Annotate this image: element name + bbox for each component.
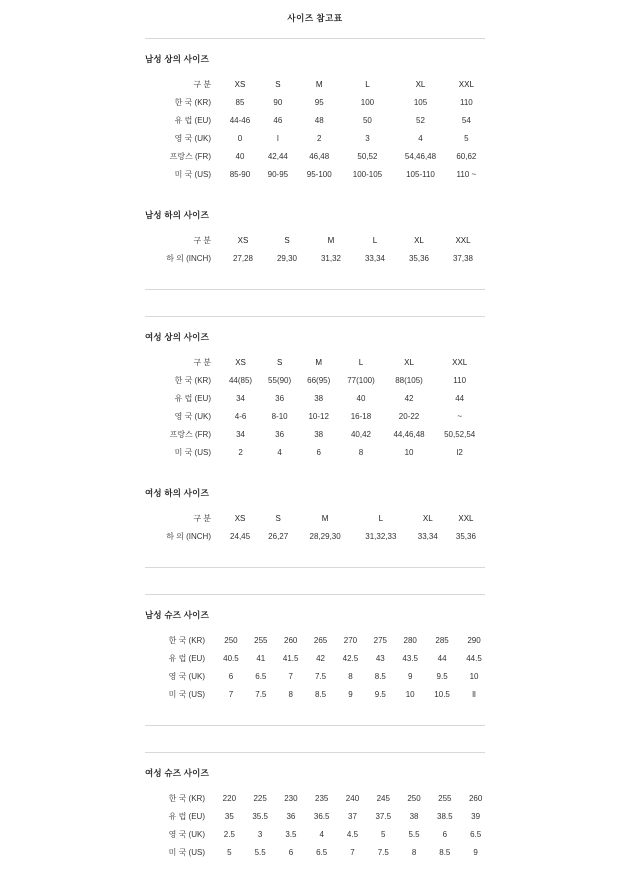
cell: 16-18 <box>350 411 372 421</box>
table-row <box>145 843 490 861</box>
cell: 285 <box>435 635 449 645</box>
cell: 66(95) <box>307 375 331 385</box>
cell: 3 <box>365 133 370 143</box>
cell: 38 <box>314 429 324 439</box>
column-header: S <box>275 79 281 89</box>
cell: 27,28 <box>232 253 254 263</box>
block-title-men-shoes: 남성 슈즈 사이즈 <box>145 610 210 620</box>
table-row <box>145 93 485 111</box>
cell: 36 <box>286 811 296 821</box>
cell: 85 <box>235 97 245 107</box>
page-title: 사이즈 참고표 <box>287 13 343 23</box>
table-header-row <box>145 353 485 371</box>
cell: 100-105 <box>352 169 383 179</box>
section-women-bottom <box>145 473 485 557</box>
row-label: 프랑스 (FR) <box>169 429 211 439</box>
cell: 9 <box>348 689 353 699</box>
cell: 7.5 <box>255 689 267 699</box>
cell: 0 <box>237 133 243 143</box>
row-label: 영 국 (UK) <box>168 829 205 839</box>
column-header: L <box>365 79 370 89</box>
table-header-row <box>145 75 485 93</box>
cell: 46 <box>273 115 283 125</box>
cell: 6 <box>442 829 448 839</box>
table-row <box>145 129 485 147</box>
block-title-men-bottom: 남성 하의 사이즈 <box>145 210 210 220</box>
cell: 33,34 <box>417 531 438 541</box>
row-label: 유 럽 (EU) <box>168 653 205 663</box>
cell: 44(85) <box>228 375 253 385</box>
cell: 42 <box>316 653 326 663</box>
cell: 34 <box>236 429 245 439</box>
column-header: S <box>284 235 290 245</box>
cell: 10 <box>469 671 479 681</box>
block-title-women-top: 여성 상의 사이즈 <box>145 332 210 342</box>
cell: 10 <box>405 689 415 699</box>
row-label: 한 국 (KR) <box>168 635 205 645</box>
cell: 31,32,33 <box>365 531 397 541</box>
cell: 26,27 <box>268 531 289 541</box>
cell: 5 <box>381 829 386 839</box>
cell: 7.5 <box>377 847 389 857</box>
cell: 10-12 <box>308 411 329 421</box>
cell: 8.5 <box>439 847 451 857</box>
cell: 110 <box>459 97 473 107</box>
cell: 40 <box>356 393 366 403</box>
table-women-shoes <box>145 789 490 861</box>
cell: 39 <box>471 811 481 821</box>
cell: 48 <box>314 115 324 125</box>
cell: 105-110 <box>406 169 435 179</box>
row-label: 프랑스 (FR) <box>169 151 211 161</box>
cell: 31,32 <box>320 253 342 263</box>
cell: 260 <box>468 793 483 803</box>
cell: 6 <box>288 847 294 857</box>
cell: 8 <box>348 671 353 681</box>
cell: 8 <box>288 689 293 699</box>
cell: 8.5 <box>374 671 386 681</box>
cell: 37.5 <box>375 811 392 821</box>
cell: 95 <box>314 97 324 107</box>
cell: 44-46 <box>229 115 251 125</box>
cell: 8.5 <box>315 689 327 699</box>
cell: 9 <box>407 671 413 681</box>
row-label: 미 국 (US) <box>174 447 211 457</box>
cell: 44.5 <box>466 653 482 663</box>
cell: 35.5 <box>252 811 268 821</box>
table-men-bottom <box>145 231 485 267</box>
cell: 100 <box>360 97 375 107</box>
cell: l2 <box>456 447 463 457</box>
table-women-bottom <box>145 509 485 545</box>
cell: 38 <box>409 811 419 821</box>
cell: 28,29,30 <box>309 531 341 541</box>
row-label: 영 국 (UK) <box>174 133 211 143</box>
cell: 24,45 <box>230 531 251 541</box>
cell: ~ <box>457 411 462 421</box>
cell: 52 <box>416 115 425 125</box>
row-label: 유 럽 (EU) <box>168 811 205 821</box>
cell: 90-95 <box>267 169 289 179</box>
row-label: 미 국 (US) <box>168 689 205 699</box>
cell: 5.5 <box>254 847 266 857</box>
cell: 9.5 <box>436 671 448 681</box>
cell: 5 <box>227 847 232 857</box>
cell: 4.5 <box>346 829 359 839</box>
cell: 7 <box>288 671 293 681</box>
row-label: 유 럽 (EU) <box>174 115 211 125</box>
cell: 2 <box>316 133 322 143</box>
row-label: 한 국 (KR) <box>174 97 211 107</box>
cell: 36 <box>275 429 285 439</box>
table-row <box>145 389 485 407</box>
cell: 37,38 <box>452 253 474 263</box>
cell: 9.5 <box>374 689 386 699</box>
table-men-top <box>145 75 485 183</box>
cell: 6.5 <box>316 847 328 857</box>
row-label: 한 국 (KR) <box>174 375 211 385</box>
cell: 38.5 <box>437 811 453 821</box>
cell: 40 <box>235 151 245 161</box>
cell: 55(90) <box>268 375 292 385</box>
column-header: XS <box>234 513 246 523</box>
cell: 4 <box>319 829 324 839</box>
row-label: 유 럽 (EU) <box>174 393 211 403</box>
cell: 8 <box>358 447 364 457</box>
cell: 20-22 <box>398 411 420 421</box>
cell: 290 <box>467 635 481 645</box>
column-header: L <box>358 357 364 367</box>
row-label: 미 국 (US) <box>174 169 211 179</box>
section-women-top <box>0 317 630 567</box>
cell: 44 <box>455 393 465 403</box>
column-header: XS <box>235 357 246 367</box>
cell: 230 <box>284 793 298 803</box>
block-title-women-shoes: 여성 슈즈 사이즈 <box>145 768 210 778</box>
cell: 37 <box>348 811 357 821</box>
column-header: S <box>276 357 283 367</box>
table-row <box>145 685 490 703</box>
column-header: XL <box>414 235 424 245</box>
column-header: XXL <box>458 513 474 523</box>
table-row <box>145 147 485 165</box>
table-header-row <box>145 509 485 527</box>
cell: 29,30 <box>276 253 298 263</box>
block-title-men-top: 남성 상의 사이즈 <box>145 54 210 64</box>
column-header: 구 분 <box>193 235 211 245</box>
cell: 8 <box>411 847 417 857</box>
cell: 8-10 <box>271 411 288 421</box>
cell: 220 <box>222 793 237 803</box>
table-row <box>145 371 485 389</box>
cell: 250 <box>407 793 421 803</box>
cell: 2 <box>238 447 243 457</box>
table-men-shoes <box>145 631 490 703</box>
cell: 35 <box>224 811 234 821</box>
table-women-top <box>145 353 485 461</box>
column-header: M <box>321 513 329 523</box>
cell: 3 <box>257 829 263 839</box>
cell: 41.5 <box>282 653 299 663</box>
cell: 235 <box>315 793 329 803</box>
column-header: M <box>315 357 323 367</box>
cell: 34 <box>236 393 245 403</box>
cell: 36.5 <box>313 811 330 821</box>
table-row <box>145 425 485 443</box>
column-header: XL <box>415 79 426 89</box>
cell: 40,42 <box>350 429 371 439</box>
cell: 105 <box>413 97 428 107</box>
cell: 110 ~ <box>456 169 477 179</box>
cell: 50 <box>362 115 372 125</box>
section-men-bottom <box>145 195 485 279</box>
cell: 4 <box>418 133 423 143</box>
cell: 6 <box>228 671 234 681</box>
column-header: M <box>327 235 335 245</box>
cell: 6 <box>316 447 321 457</box>
cell: 43 <box>375 653 385 663</box>
cell: 43.5 <box>402 653 418 663</box>
cell: 265 <box>313 635 328 645</box>
cell: 260 <box>284 635 298 645</box>
cell: 4 <box>277 447 282 457</box>
cell: 36 <box>275 393 285 403</box>
cell: 6.5 <box>255 671 267 681</box>
column-header: XS <box>237 235 249 245</box>
cell: 3.5 <box>285 829 297 839</box>
table-header-row <box>145 231 485 249</box>
row-label: 영 국 (UK) <box>174 411 211 421</box>
column-header: XXL <box>458 79 474 89</box>
cell: 4-6 <box>234 411 247 421</box>
table-row <box>145 667 490 685</box>
cell: 10 <box>404 447 414 457</box>
cell: 2.5 <box>223 829 235 839</box>
column-header: 구 분 <box>193 357 211 367</box>
cell: 35,36 <box>455 531 476 541</box>
column-header: XL <box>422 513 433 523</box>
cell: 7.5 <box>315 671 327 681</box>
section-men-shoes <box>0 595 630 725</box>
cell: 250 <box>224 635 238 645</box>
cell: 41 <box>256 653 266 663</box>
cell: 35,36 <box>408 253 430 263</box>
column-header: XXL <box>452 357 468 367</box>
cell: 245 <box>376 793 390 803</box>
cell: 95-100 <box>306 169 332 179</box>
cell: 255 <box>438 793 452 803</box>
column-header: XL <box>404 357 414 367</box>
cell: 225 <box>253 793 267 803</box>
cell: 7 <box>228 689 234 699</box>
cell: 9 <box>473 847 478 857</box>
cell: 40.5 <box>223 653 239 663</box>
table-row <box>145 165 485 183</box>
cell: 42.5 <box>342 653 359 663</box>
column-header: S <box>275 513 281 523</box>
cell: 88(105) <box>395 375 423 385</box>
cell: 85-90 <box>229 169 251 179</box>
cell: 110 <box>453 375 467 385</box>
cell: 46,48 <box>309 151 330 161</box>
row-label: 영 국 (UK) <box>168 671 205 681</box>
cell: ll <box>472 689 476 699</box>
column-header: XS <box>234 79 246 89</box>
cell: 275 <box>373 635 387 645</box>
cell: 42 <box>404 393 414 403</box>
block-title-women-bottom: 여성 하의 사이즈 <box>145 488 210 498</box>
cell: 270 <box>343 635 358 645</box>
cell: 280 <box>403 635 417 645</box>
cell: 42,44 <box>267 151 288 161</box>
cell: 54 <box>461 115 471 125</box>
cell: 255 <box>254 635 268 645</box>
table-row <box>145 789 490 807</box>
cell: 50,52,54 <box>444 429 476 439</box>
table-row <box>145 631 490 649</box>
cell: 5.5 <box>408 829 420 839</box>
column-header: 구 분 <box>193 513 211 523</box>
table-row <box>145 249 485 267</box>
row-label: 한 국 (KR) <box>168 793 205 803</box>
cell: 54,46,48 <box>404 151 437 161</box>
table-row <box>145 807 490 825</box>
table-row <box>145 527 485 545</box>
column-header: 구 분 <box>193 79 211 89</box>
table-row <box>145 649 490 667</box>
cell: 6.5 <box>470 829 482 839</box>
cell: 60,62 <box>456 151 477 161</box>
cell: 44,46,48 <box>393 429 425 439</box>
row-label: 미 국 (US) <box>168 847 205 857</box>
cell: 44 <box>437 653 447 663</box>
cell: 7 <box>350 847 355 857</box>
section-women-shoes <box>0 753 630 873</box>
cell: 10.5 <box>434 689 450 699</box>
cell: 77(100) <box>347 375 375 385</box>
table-row <box>145 407 485 425</box>
cell: l <box>276 133 279 143</box>
column-header: L <box>378 513 384 523</box>
section-men-top <box>0 39 630 289</box>
table-row <box>145 825 490 843</box>
row-label: 하 의 (INCH) <box>166 531 211 541</box>
cell: 38 <box>314 393 324 403</box>
column-header: L <box>372 235 378 245</box>
cell: 33,34 <box>364 253 386 263</box>
column-header: XXL <box>455 235 471 245</box>
column-header: M <box>315 79 323 89</box>
row-label: 하 의 (INCH) <box>166 253 211 263</box>
cell: 5 <box>464 133 469 143</box>
table-row <box>145 443 485 461</box>
cell: 90 <box>273 97 283 107</box>
table-row <box>145 111 485 129</box>
cell: 50,52 <box>357 151 378 161</box>
cell: 240 <box>345 793 360 803</box>
